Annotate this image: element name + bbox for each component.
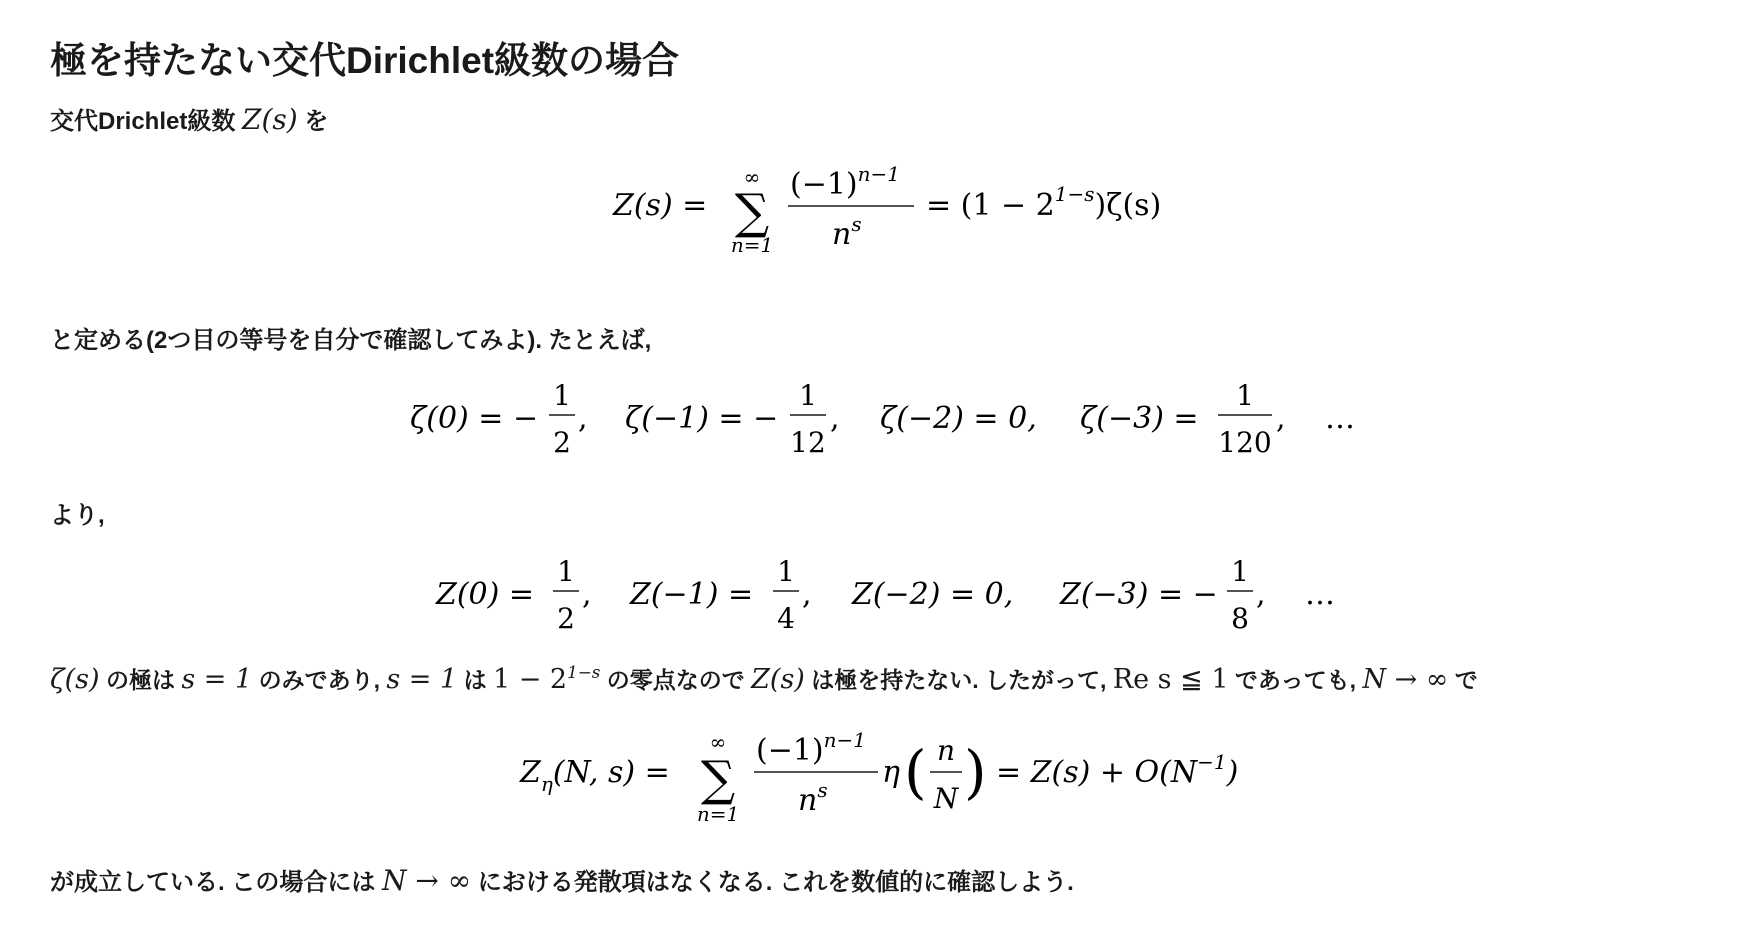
eq2-term1-num: 1 [553, 379, 571, 412]
p4-text6: であっても, [1234, 667, 1357, 693]
eq2-term2-lhs: ζ(−1) = − [625, 401, 779, 436]
eq1-sum-bottom: n=1 [730, 233, 774, 257]
eq3-term1-lhs: Z(0) = [436, 577, 535, 612]
intro-text-after: を [304, 108, 329, 135]
math-Zs: Z(s) [242, 103, 298, 136]
eq1-rhs: = $(1 - 2^{1-s})\zeta(s)$ [926, 182, 1162, 223]
math-Zs-b: Z(s) [751, 664, 805, 695]
intro-text: 交代Drichlet級数 [50, 108, 236, 135]
eq4-sum-bottom: n=1 [696, 802, 740, 826]
eq3-term4-num: 1 [1231, 555, 1249, 588]
eq4-eta: η [882, 755, 900, 790]
eq3-dots: … [1305, 577, 1335, 612]
eq3-term2-den: 4 [777, 602, 795, 635]
eq2-term1-den: 2 [553, 426, 571, 459]
conclusion-paragraph [50, 862, 1074, 897]
eq2-dots: … [1325, 401, 1355, 436]
intro-paragraph [50, 101, 328, 136]
eq4-sum-top: ∞ [709, 730, 727, 754]
eq2-term4-comma: , [1276, 401, 1286, 436]
p4-text2: のみであり, [258, 667, 380, 693]
math-s-eq-1: s = 1 [181, 664, 253, 695]
eq3-term1-num: 1 [557, 555, 575, 588]
eq3-term1-den: 2 [557, 602, 575, 635]
eq1-sum-symbol: ∑ [734, 184, 770, 240]
eq2-term2-comma: , [830, 401, 840, 436]
eq3-term4-lhs: Z(−3) = − [1060, 577, 1218, 612]
eq2-term4-lhs: ζ(−3) = [1080, 401, 1199, 436]
eq4-paren-open: ( [904, 738, 927, 806]
eq2-term4-num: 1 [1236, 379, 1254, 412]
eq4-lhs: $Z_\eta(N$, s) = [520, 755, 670, 796]
p4-text5: は極を持たない. したがって, [811, 667, 1107, 693]
equation-Z-values [0, 548, 1745, 638]
p4-text1: の極は [105, 667, 175, 693]
p4-text3: は [463, 667, 487, 693]
math-one-minus-two: $1 - 2^{1-s}$ [492, 662, 601, 695]
eq3-term3: Z(−2) = 0, [852, 577, 1014, 612]
page-title: 極を持たない交代Dirichlet級数の場合 [50, 40, 680, 81]
math-N-to-inf: N → ∞ [1362, 664, 1449, 695]
eq3-term4-den: 8 [1231, 602, 1249, 635]
eq3-term1-comma: , [582, 577, 592, 612]
eq4-inner-num: n [936, 734, 956, 767]
eq2-term1-lhs: ζ(0) = − [410, 401, 539, 436]
eq3-term4-comma: , [1256, 577, 1266, 612]
p5-text2: における発散項はなくなる. これを数値的に確認しよう. [477, 869, 1074, 896]
eq1-lhs: Z(s) = [613, 188, 708, 223]
p4-text7: で [1454, 667, 1478, 693]
eq2-term2-den: 12 [790, 426, 826, 459]
eq2-term4-den: 120 [1218, 426, 1272, 459]
eq1-numerator: $(-1)^{n-1}$ [790, 162, 901, 202]
eq4-rhs: = $Z(s) + O(N^{-1})$ [996, 750, 1239, 790]
eq1-denominator: $n^s$ [832, 212, 862, 252]
eq3-term2-num: 1 [777, 555, 795, 588]
p4-text4: の零点なので [606, 667, 745, 693]
eq2-term3: ζ(−2) = 0, [880, 401, 1037, 436]
eq3-term2-comma: , [802, 577, 812, 612]
equation-definition [0, 160, 1745, 260]
hence-text: より, [50, 502, 105, 529]
definition-note: と定める(2つ目の等号を自分で確認してみよ). たとえば, [50, 327, 652, 354]
math-zeta-s: ζ(s) [50, 664, 100, 695]
eq1-sum-top: ∞ [743, 165, 761, 189]
eq4-sum-symbol: ∑ [700, 751, 736, 807]
eq4-denominator: $n^s$ [798, 778, 828, 818]
math-re-s: Re s ≦ 1 [1112, 664, 1229, 695]
eq4-inner-den: N [933, 782, 959, 815]
math-N-to-inf-b: N → ∞ [382, 864, 472, 897]
math-s-eq-1-b: s = 1 [386, 664, 458, 695]
eq2-term1-comma: , [578, 401, 588, 436]
eq4-paren-close: ) [964, 738, 987, 806]
eq3-term2-lhs: Z(−1) = [630, 577, 754, 612]
eq4-numerator: $(-1)^{n-1}$ [756, 728, 867, 768]
eq2-term2-num: 1 [799, 379, 817, 412]
p5-text1: が成立している. この場合には [50, 869, 376, 896]
equation-smoothed-sum [0, 718, 1745, 830]
pole-explanation [50, 662, 1478, 695]
equation-zeta-values [0, 372, 1745, 462]
